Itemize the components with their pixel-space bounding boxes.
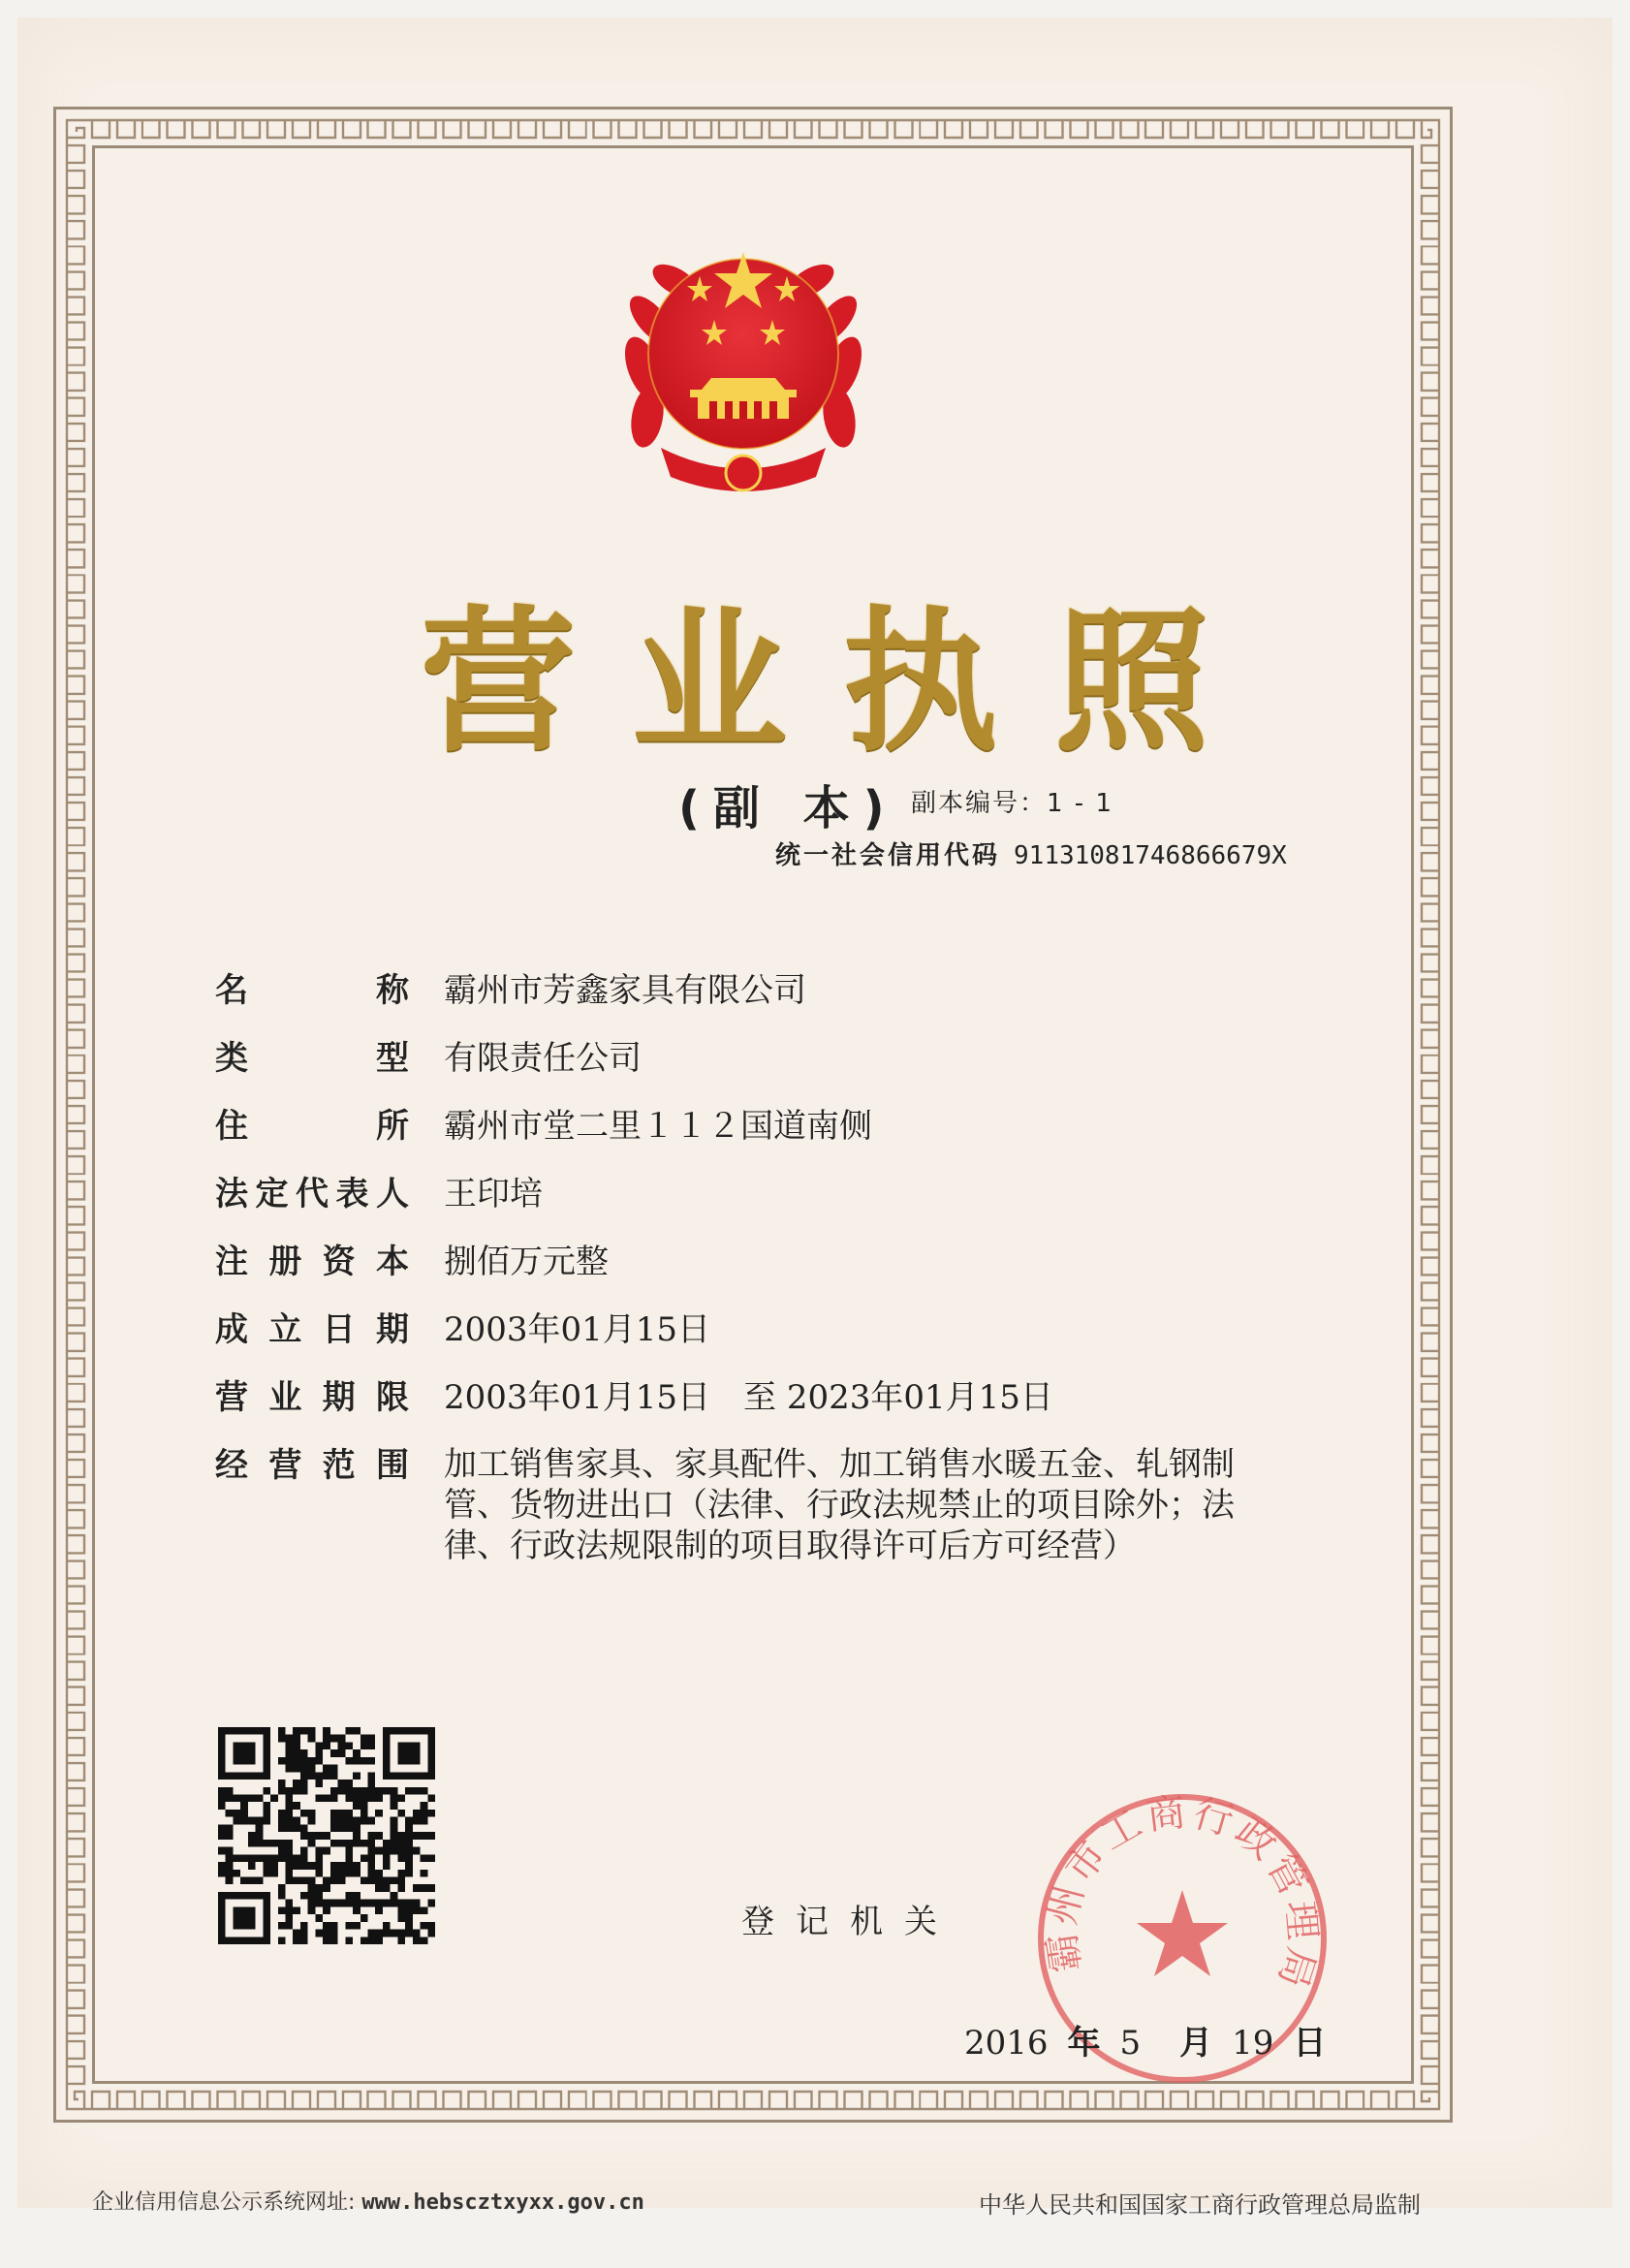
field-label: 类 型 (215, 1039, 409, 1078)
field-business-term (215, 1376, 1330, 1419)
field-label: 经 营 范 围 (215, 1446, 409, 1485)
field-value: 2003年01月15日 (444, 1310, 711, 1349)
issue-month: 5 (1119, 2024, 1142, 2063)
field-business-scope (215, 1444, 1330, 1566)
registration-authority-label: 登记机关 (741, 1903, 958, 1941)
field-label: 法 定 代 表 人 (215, 1175, 409, 1213)
footer-site-label: 企业信用信息公示系统网址: (92, 2190, 356, 2215)
field-established-date (215, 1308, 1330, 1351)
field-value: 霸州市芳鑫家具有限公司 (444, 971, 806, 1010)
copy-label: (副 本) (678, 781, 898, 835)
field-address (215, 1105, 1330, 1148)
field-type (215, 1037, 1330, 1080)
qr-code-icon[interactable] (218, 1727, 435, 1944)
field-value: 2003年01月15日 至 2023年01月15日 (444, 1378, 1053, 1417)
issue-date (964, 2016, 1345, 2063)
field-value: 捌佰万元整 (444, 1243, 609, 1281)
credit-code-row (775, 835, 1287, 871)
credit-code-value: 91131081746866679X (1014, 841, 1287, 870)
field-label: 注 册 资 本 (215, 1243, 409, 1281)
issue-day: 19 (1232, 2024, 1274, 2063)
field-label: 成 立 日 期 (215, 1310, 409, 1349)
issue-month-unit: 月 (1179, 2024, 1213, 2063)
field-value: 加工销售家具、家具配件、加工销售水暖五金、轧钢制管、货物进出口（法律、行政法规禁止的项目除外；法律、行政法规限制的项目取得许可后方可经营） (444, 1445, 1235, 1565)
copy-number: 副本编号：1 - 1 (911, 789, 1113, 818)
seal-text: 霸州市工商行政管理局 (1039, 1789, 1326, 1997)
national-emblem-icon (622, 223, 864, 514)
field-registered-capital (215, 1241, 1330, 1283)
issue-year-unit: 年 (1067, 2024, 1101, 2063)
document-title: 营业执照 (420, 590, 1266, 772)
footer-supervisor: 中华人民共和国国家工商行政管理总局监制 (979, 2191, 1421, 2219)
issue-day-unit: 日 (1293, 2024, 1327, 2063)
field-label: 住 所 (215, 1107, 409, 1146)
field-name (215, 969, 1330, 1012)
license-fields (215, 969, 1330, 1591)
field-value: 有限责任公司 (444, 1039, 642, 1078)
field-label: 营 业 期 限 (215, 1378, 409, 1417)
field-value: 王印培 (444, 1175, 543, 1213)
field-label: 名 称 (215, 971, 409, 1010)
field-legal-representative (215, 1173, 1330, 1215)
field-value: 霸州市堂二里１１２国道南侧 (444, 1107, 872, 1146)
issue-year: 2016 (964, 2024, 1049, 2063)
footer-site (92, 2186, 644, 2216)
credit-code-label: 统一社会信用代码 (775, 841, 1001, 870)
footer-site-url[interactable]: www.hebscztxyxx.gov.cn (361, 2190, 644, 2215)
